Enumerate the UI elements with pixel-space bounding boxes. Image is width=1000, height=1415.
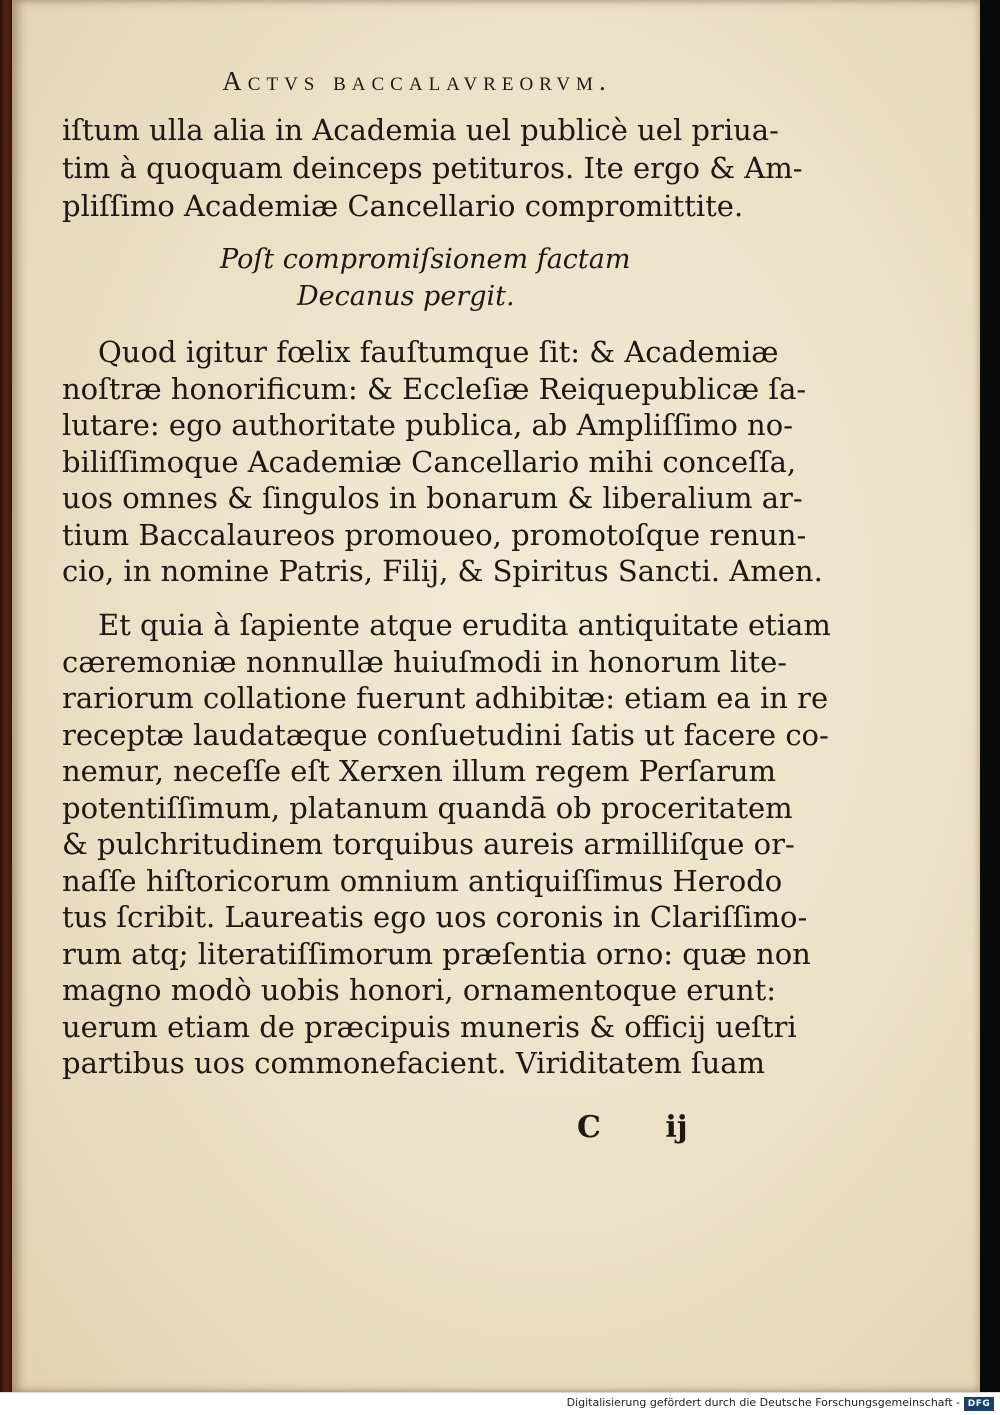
paragraph-one — [62, 334, 823, 594]
paragraph-two-line: potentiſſimum, platanum quandā ob proceritatem — [62, 790, 793, 825]
scan-margin — [980, 0, 1000, 1392]
opening-line: tim à quoquam deinceps petituros. Ite ergo & Am- — [62, 151, 803, 185]
paragraph-two-line: Et quia à ſapiente atque erudita antiquitate etiam — [98, 608, 831, 642]
paragraph-one-line: biliſſimoque Academiæ Cancellario mihi conceſſa, — [62, 444, 797, 479]
paragraph-one-line: tium Baccalaureos promoueo, promotoſque renun- — [62, 517, 807, 552]
dfg-logo: DFG — [964, 1397, 994, 1411]
opening-line: pliſſimo Academiæ Cancellario compromittite. — [62, 189, 744, 223]
paragraph-one-line: lutare: ego authoritate publica, ab Ampliſſimo no- — [62, 408, 793, 442]
book-binding-edge — [0, 0, 12, 1392]
rubric-line-2: Decanus pergit. — [297, 281, 515, 312]
paragraph-two-line: magno modò uobis honori, ornamentoque erunt: — [62, 973, 776, 1007]
paragraph-two-line: partibus uos commonefacient. Viriditatem ſuam — [62, 1046, 766, 1080]
funding-notice: Digitalisierung gefördert durch die Deutsche Forschungsgemeinschaft - — [566, 1396, 960, 1409]
paragraph-two-line: uerum etiam de præcipuis muneris & officij ueſtri — [62, 1009, 797, 1044]
paragraph-two-line: rariorum collatione fuerunt adhibitæ: etiam ea in re — [62, 681, 829, 715]
rubric-line-1: Poſt compromiſsionem factam — [220, 244, 631, 275]
paragraph-one-line: cio, in nomine Patris, Filij, & Spiritus Sancti. Amen. — [62, 554, 823, 588]
paragraph-one-line: Quod igitur fœlix fauſtumque ſit: & Academiæ — [98, 335, 779, 369]
digitization-footer — [0, 1392, 1000, 1415]
paragraph-two-line: receptæ laudatæque conſuetudini ſatis ut facere co- — [62, 717, 829, 752]
book-page — [12, 0, 980, 1392]
opening-lines — [62, 112, 803, 223]
running-head: Actvs baccalavreorvm. — [222, 66, 612, 96]
paragraph-two-line: & pulchritudinem torquibus aureis armilliſque or- — [62, 827, 795, 861]
paragraph-two-line: tus ſcribit. Laureatis ego uos coronis in Clariſſimo- — [62, 900, 808, 934]
paragraph-one-line: noſtræ honorificum: & Eccleſiæ Reiquepublicæ ſa- — [62, 371, 807, 406]
signature-mark: C ij — [577, 1110, 688, 1145]
paragraph-two-line: naſſe hiſtoricorum omnium antiquiſſimus Herodo — [62, 863, 783, 898]
paragraph-two — [62, 607, 831, 1087]
paragraph-two-line: rum atq; literatiſſimorum præſentia orno: quæ non — [62, 936, 811, 971]
paragraph-two-line: cæremoniæ nonnullæ huiuſmodi in honorum lite- — [62, 644, 788, 679]
opening-line: iſtum ulla alia in Academia uel publicè uel priua- — [62, 113, 779, 147]
paragraph-one-line: uos omnes & ſingulos in bonarum & liberalium ar- — [62, 481, 803, 515]
paragraph-two-line: nemur, neceſſe eſt Xerxen illum regem Perſarum — [62, 754, 777, 788]
